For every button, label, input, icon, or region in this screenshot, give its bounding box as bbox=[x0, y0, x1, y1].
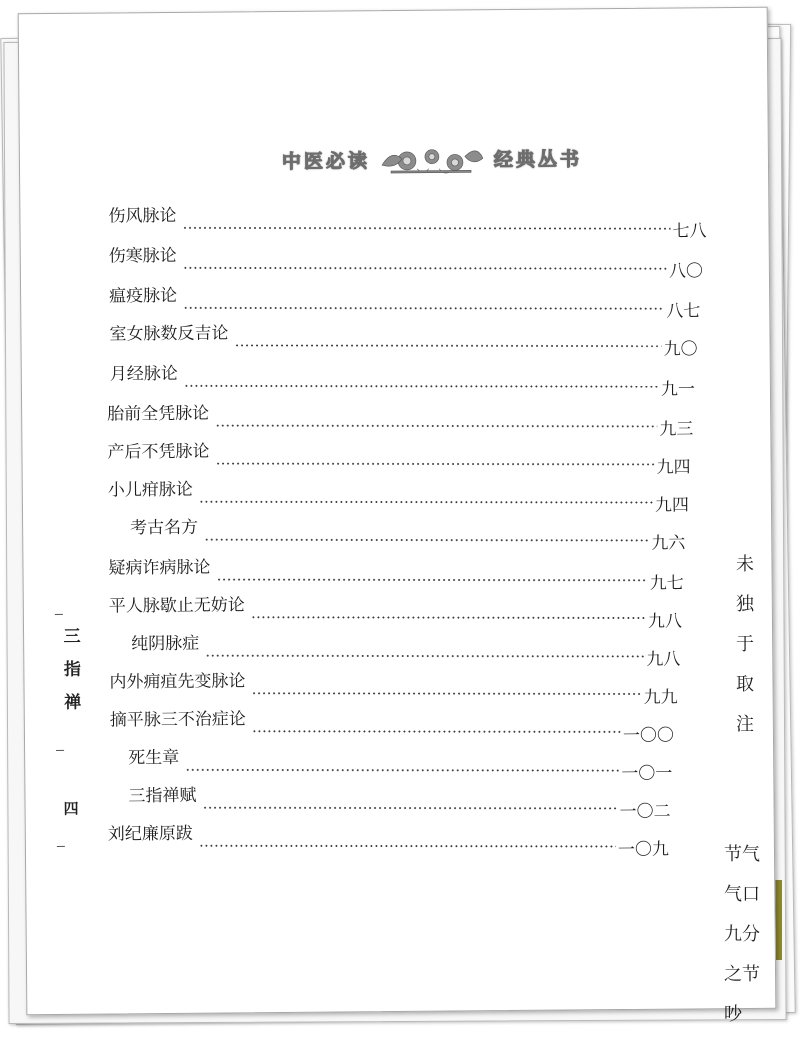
toc-entry-page: 一〇一 bbox=[621, 763, 673, 785]
next-page-char: 注 bbox=[736, 714, 754, 735]
toc-entry-title: 胎前全凭脉论 bbox=[107, 403, 210, 425]
toc-leader-dots bbox=[205, 655, 644, 658]
toc-entry-title: 死生章 bbox=[128, 747, 180, 769]
toc-leader-dots bbox=[183, 267, 667, 270]
toc-entry-page: 八〇 bbox=[668, 261, 704, 282]
toc-entry bbox=[108, 586, 706, 632]
toc-entry-page: 八七 bbox=[666, 301, 701, 322]
toc-entry-page: 九一 bbox=[660, 379, 696, 400]
toc-entry-page: 一〇九 bbox=[617, 839, 670, 861]
next-page-char: 未 bbox=[736, 554, 754, 575]
toc-leader-dots bbox=[252, 730, 621, 733]
next-page-line: 节气 bbox=[724, 844, 760, 865]
next-page-char: 独 bbox=[736, 594, 754, 615]
toc-entry bbox=[130, 508, 709, 554]
toc-leader-dots bbox=[217, 579, 648, 582]
page-number: 四 bbox=[63, 799, 79, 818]
next-page-line: 九分 bbox=[724, 924, 760, 945]
toc-entry-page: 九〇 bbox=[663, 339, 698, 360]
toc-entry-page: 九九 bbox=[643, 687, 678, 708]
toc-entry-title: 内外痈疽先变脉论 bbox=[109, 671, 246, 693]
spine-char: 禅 bbox=[64, 692, 82, 713]
toc-entry-title: 纯阴脉症 bbox=[131, 633, 200, 655]
toc-entry-page: 九四 bbox=[656, 457, 691, 478]
spine-char: 三 bbox=[63, 626, 81, 647]
toc-entry bbox=[108, 548, 707, 594]
toc-entry bbox=[108, 196, 730, 242]
toc-entry-page: 一〇二 bbox=[619, 801, 671, 823]
toc-leader-dots bbox=[204, 539, 649, 542]
toc-entry-page: 一〇〇 bbox=[622, 725, 675, 747]
next-page-text-col2 bbox=[724, 840, 784, 1040]
toc-entry bbox=[107, 394, 717, 440]
toc-leader-dots bbox=[183, 307, 664, 310]
toc-leader-dots bbox=[199, 845, 616, 848]
series-title-left: 中医必读 bbox=[281, 149, 371, 173]
toc-entry bbox=[109, 354, 719, 400]
toc-page bbox=[18, 7, 777, 1016]
toc-entry bbox=[107, 470, 713, 516]
next-page-line: 之节 bbox=[724, 964, 760, 985]
toc-entry-page: 九七 bbox=[649, 573, 684, 594]
toc-entry-title: 产后不凭脉论 bbox=[107, 441, 210, 463]
toc-leader-dots bbox=[216, 463, 655, 466]
toc-entry bbox=[109, 662, 701, 708]
toc-leader-dots bbox=[215, 425, 657, 428]
toc-entry-title: 室女脉数反吉论 bbox=[109, 323, 229, 345]
next-page-line: 吵 bbox=[724, 1004, 742, 1025]
toc-entry-title: 考古名方 bbox=[130, 517, 199, 539]
toc-entry-page: 七八 bbox=[672, 221, 707, 242]
toc-entry-page: 九三 bbox=[659, 419, 694, 440]
spine-book-title bbox=[60, 622, 85, 721]
toc-entry bbox=[131, 624, 704, 670]
spine-tick bbox=[57, 846, 65, 847]
toc-entry-title: 瘟疫脉论 bbox=[109, 285, 178, 307]
toc-entry-title: 伤寒脉论 bbox=[108, 245, 177, 267]
toc-entry bbox=[128, 739, 679, 785]
toc-entry-page: 九六 bbox=[651, 533, 686, 554]
toc-entry bbox=[107, 815, 676, 861]
toc-entry bbox=[109, 701, 681, 747]
toc-entry-title: 疑病诈病脉论 bbox=[108, 557, 211, 579]
toc-leader-dots bbox=[235, 344, 662, 347]
toc-entry-title: 平人脉歇止无妨论 bbox=[108, 595, 245, 617]
toc-leader-dots bbox=[184, 385, 659, 388]
toc-entry-page: 九八 bbox=[647, 611, 683, 632]
toc-leader-dots bbox=[203, 807, 618, 810]
toc-leader-dots bbox=[185, 769, 619, 772]
next-page-char: 取 bbox=[736, 674, 754, 695]
next-page-line: 气口 bbox=[724, 884, 760, 905]
series-title-right: 经典丛书 bbox=[493, 147, 583, 171]
toc-entry-page: 九八 bbox=[646, 649, 681, 670]
toc-leader-dots bbox=[251, 616, 646, 619]
toc-entry-title: 三指禅赋 bbox=[128, 785, 197, 807]
toc-entry-title: 伤风脉论 bbox=[108, 205, 177, 227]
next-page-text-col1 bbox=[736, 550, 776, 750]
toc-entry-title: 小儿疳脉论 bbox=[107, 479, 193, 501]
toc-leader-dots bbox=[183, 227, 671, 230]
toc-entry bbox=[128, 777, 677, 823]
toc-entry bbox=[109, 276, 724, 322]
toc-entry-title: 摘平脉三不治症论 bbox=[109, 709, 246, 731]
toc-entry-title: 刘纪廉原跋 bbox=[107, 823, 193, 845]
toc-entry bbox=[107, 432, 714, 478]
spine-tick bbox=[56, 750, 64, 751]
spine-char: 指 bbox=[63, 659, 81, 680]
spine-tick bbox=[55, 614, 63, 615]
toc-leader-dots bbox=[252, 692, 642, 695]
next-page-char: 于 bbox=[736, 634, 754, 655]
toc-leader-dots bbox=[199, 501, 653, 504]
toc-entry-title: 月经脉论 bbox=[109, 363, 178, 385]
table-of-contents bbox=[19, 8, 776, 1014]
toc-entry bbox=[108, 236, 727, 282]
toc-entry-page: 九四 bbox=[654, 495, 690, 516]
toc-entry bbox=[109, 314, 721, 360]
